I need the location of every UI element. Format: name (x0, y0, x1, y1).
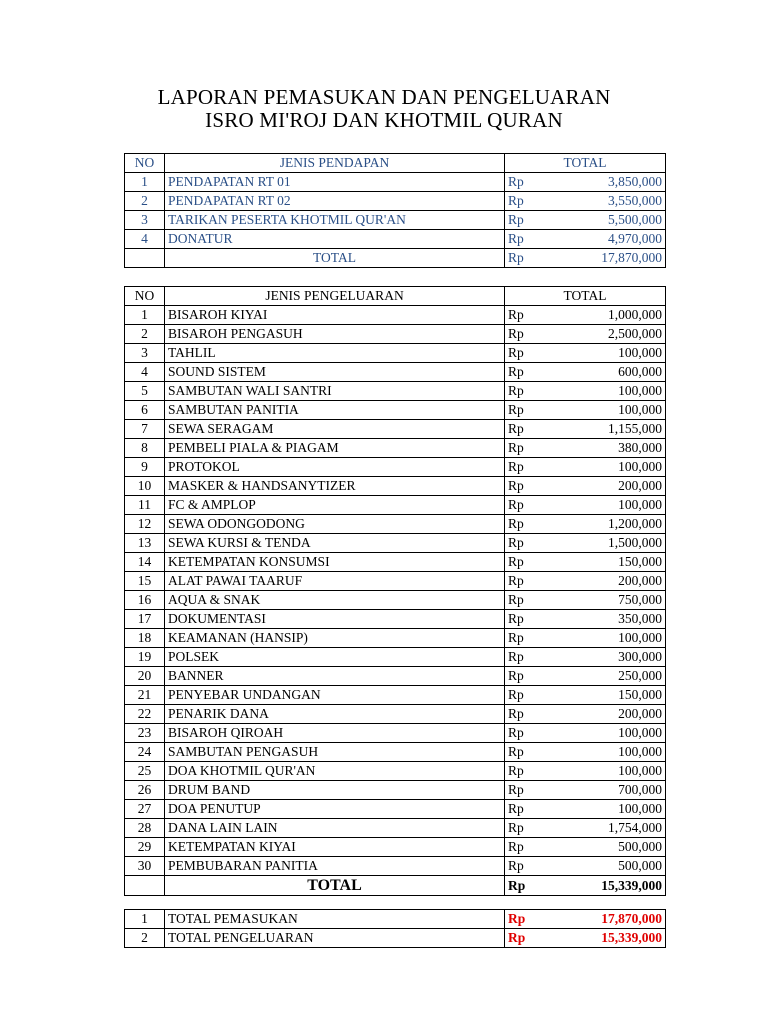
row-amount: 380,000 (550, 439, 666, 458)
row-currency: Rp (505, 705, 550, 724)
row-amount: 500,000 (550, 838, 666, 857)
row-number: 14 (125, 553, 165, 572)
row-currency: Rp (505, 173, 550, 192)
row-name: PROTOKOL (165, 458, 505, 477)
row-number: 1 (125, 306, 165, 325)
row-name: DANA LAIN LAIN (165, 819, 505, 838)
row-name: POLSEK (165, 648, 505, 667)
row-currency: Rp (505, 667, 550, 686)
row-amount: 150,000 (550, 686, 666, 705)
expense-row (125, 458, 666, 477)
row-currency: Rp (505, 629, 550, 648)
expense-row (125, 648, 666, 667)
row-amount: 350,000 (550, 610, 666, 629)
row-name: PENARIK DANA (165, 705, 505, 724)
row-amount: 15,339,000 (550, 929, 666, 948)
expense-row (125, 686, 666, 705)
row-amount: 200,000 (550, 477, 666, 496)
row-currency: Rp (505, 458, 550, 477)
row-amount: 750,000 (550, 591, 666, 610)
row-currency: Rp (505, 211, 550, 230)
expense-row (125, 572, 666, 591)
row-currency: Rp (505, 534, 550, 553)
row-currency: Rp (505, 591, 550, 610)
row-amount: 1,200,000 (550, 515, 666, 534)
row-number: 19 (125, 648, 165, 667)
expense-row (125, 819, 666, 838)
income-row (125, 173, 666, 192)
row-amount: 100,000 (550, 458, 666, 477)
row-currency: Rp (505, 781, 550, 800)
expense-row (125, 515, 666, 534)
row-name: TAHLIL (165, 344, 505, 363)
row-number: 26 (125, 781, 165, 800)
expense-row (125, 667, 666, 686)
expense-header-row (125, 287, 666, 306)
row-currency: Rp (505, 648, 550, 667)
row-currency: Rp (505, 838, 550, 857)
row-amount: 500,000 (550, 857, 666, 876)
expense-row (125, 439, 666, 458)
row-amount: 100,000 (550, 496, 666, 515)
row-number: 20 (125, 667, 165, 686)
header-total: TOTAL (505, 287, 666, 306)
summary-row (125, 910, 666, 929)
row-amount: 700,000 (550, 781, 666, 800)
row-amount: 3,550,000 (550, 192, 666, 211)
row-number: 24 (125, 743, 165, 762)
row-name: SEWA KURSI & TENDA (165, 534, 505, 553)
header-total: TOTAL (505, 154, 666, 173)
row-amount: 3,850,000 (550, 173, 666, 192)
row-number: 7 (125, 420, 165, 439)
row-number: 6 (125, 401, 165, 420)
row-amount: 1,500,000 (550, 534, 666, 553)
total-label: TOTAL (165, 876, 505, 896)
row-number: 2 (125, 192, 165, 211)
row-amount: 200,000 (550, 705, 666, 724)
total-empty-cell (125, 876, 165, 896)
expense-row (125, 534, 666, 553)
row-name: BISAROH QIROAH (165, 724, 505, 743)
row-number: 8 (125, 439, 165, 458)
row-number: 1 (125, 910, 165, 929)
row-amount: 100,000 (550, 629, 666, 648)
row-currency: Rp (505, 439, 550, 458)
income-header-row (125, 154, 666, 173)
expense-row (125, 325, 666, 344)
row-currency: Rp (505, 192, 550, 211)
row-currency: Rp (505, 382, 550, 401)
total-currency: Rp (505, 876, 550, 896)
total-amount: 15,339,000 (550, 876, 666, 896)
row-number: 25 (125, 762, 165, 781)
row-amount: 100,000 (550, 401, 666, 420)
row-number: 15 (125, 572, 165, 591)
row-currency: Rp (505, 553, 550, 572)
row-number: 13 (125, 534, 165, 553)
row-name: BISAROH KIYAI (165, 306, 505, 325)
row-number: 3 (125, 211, 165, 230)
total-empty-cell (125, 249, 165, 268)
row-amount: 2,500,000 (550, 325, 666, 344)
row-name: SAMBUTAN WALI SANTRI (165, 382, 505, 401)
row-name: ALAT PAWAI TAARUF (165, 572, 505, 591)
expense-row (125, 800, 666, 819)
row-currency: Rp (505, 363, 550, 382)
row-number: 11 (125, 496, 165, 515)
row-name: DOKUMENTASI (165, 610, 505, 629)
row-number: 10 (125, 477, 165, 496)
row-amount: 250,000 (550, 667, 666, 686)
row-number: 1 (125, 173, 165, 192)
row-name: AQUA & SNAK (165, 591, 505, 610)
row-name: SEWA SERAGAM (165, 420, 505, 439)
income-total-row (125, 249, 666, 268)
row-currency: Rp (505, 610, 550, 629)
row-name: FC & AMPLOP (165, 496, 505, 515)
expense-row (125, 838, 666, 857)
expense-row (125, 781, 666, 800)
row-currency: Rp (505, 477, 550, 496)
expense-row (125, 306, 666, 325)
header-no: NO (125, 154, 165, 173)
expense-row (125, 420, 666, 439)
expense-row (125, 591, 666, 610)
expense-row (125, 743, 666, 762)
row-number: 12 (125, 515, 165, 534)
row-currency: Rp (505, 230, 550, 249)
row-currency: Rp (505, 572, 550, 591)
row-currency: Rp (505, 401, 550, 420)
expense-table (124, 286, 666, 896)
row-currency: Rp (505, 306, 550, 325)
row-currency: Rp (505, 929, 550, 948)
row-name: SEWA ODONGODONG (165, 515, 505, 534)
row-amount: 100,000 (550, 800, 666, 819)
row-amount: 100,000 (550, 344, 666, 363)
row-number: 4 (125, 363, 165, 382)
expense-row (125, 724, 666, 743)
header-no: NO (125, 287, 165, 306)
summary-table (124, 909, 666, 948)
row-currency: Rp (505, 724, 550, 743)
row-name: SOUND SISTEM (165, 363, 505, 382)
row-number: 23 (125, 724, 165, 743)
row-number: 2 (125, 929, 165, 948)
expense-row (125, 401, 666, 420)
income-row (125, 192, 666, 211)
expense-row (125, 477, 666, 496)
row-number: 30 (125, 857, 165, 876)
row-name: PENDAPATAN RT 01 (165, 173, 505, 192)
expense-row (125, 857, 666, 876)
row-amount: 5,500,000 (550, 211, 666, 230)
row-name: DOA KHOTMIL QUR'AN (165, 762, 505, 781)
row-currency: Rp (505, 743, 550, 762)
row-amount: 17,870,000 (550, 910, 666, 929)
row-currency: Rp (505, 857, 550, 876)
expense-row (125, 762, 666, 781)
row-number: 18 (125, 629, 165, 648)
row-name: DOA PENUTUP (165, 800, 505, 819)
row-name: SAMBUTAN PENGASUH (165, 743, 505, 762)
header-jenis: JENIS PENDAPAN (165, 154, 505, 173)
header-jenis: JENIS PENGELUARAN (165, 287, 505, 306)
row-name: BISAROH PENGASUH (165, 325, 505, 344)
report-title-line-1: LAPORAN PEMASUKAN DAN PENGELUARAN (157, 85, 611, 109)
row-number: 22 (125, 705, 165, 724)
row-number: 4 (125, 230, 165, 249)
row-amount: 200,000 (550, 572, 666, 591)
row-number: 29 (125, 838, 165, 857)
row-amount: 100,000 (550, 724, 666, 743)
row-number: 16 (125, 591, 165, 610)
expense-row (125, 496, 666, 515)
expense-row (125, 705, 666, 724)
expense-row (125, 382, 666, 401)
expense-row (125, 363, 666, 382)
expense-total-row (125, 876, 666, 896)
row-currency: Rp (505, 420, 550, 439)
row-amount: 1,754,000 (550, 819, 666, 838)
total-currency: Rp (505, 249, 550, 268)
row-currency: Rp (505, 686, 550, 705)
expense-row (125, 553, 666, 572)
row-name: PEMBUBARAN PANITIA (165, 857, 505, 876)
row-amount: 100,000 (550, 743, 666, 762)
row-name: PENDAPATAN RT 02 (165, 192, 505, 211)
row-number: 21 (125, 686, 165, 705)
row-amount: 150,000 (550, 553, 666, 572)
row-currency: Rp (505, 800, 550, 819)
row-number: 5 (125, 382, 165, 401)
row-name: TOTAL PEMASUKAN (165, 910, 505, 929)
row-name: DONATUR (165, 230, 505, 249)
total-amount: 17,870,000 (550, 249, 666, 268)
row-currency: Rp (505, 496, 550, 515)
row-currency: Rp (505, 515, 550, 534)
row-currency: Rp (505, 910, 550, 929)
row-name: SAMBUTAN PANITIA (165, 401, 505, 420)
expense-row (125, 344, 666, 363)
row-name: TOTAL PENGELUARAN (165, 929, 505, 948)
report-title-line-2: ISRO MI'ROJ DAN KHOTMIL QURAN (205, 108, 563, 132)
row-number: 28 (125, 819, 165, 838)
row-name: TARIKAN PESERTA KHOTMIL QUR'AN (165, 211, 505, 230)
row-currency: Rp (505, 325, 550, 344)
row-amount: 4,970,000 (550, 230, 666, 249)
row-amount: 600,000 (550, 363, 666, 382)
income-row (125, 211, 666, 230)
row-currency: Rp (505, 344, 550, 363)
row-name: MASKER & HANDSANYTIZER (165, 477, 505, 496)
row-amount: 300,000 (550, 648, 666, 667)
summary-row (125, 929, 666, 948)
row-name: KETEMPATAN KIYAI (165, 838, 505, 857)
row-amount: 100,000 (550, 762, 666, 781)
row-amount: 100,000 (550, 382, 666, 401)
row-number: 17 (125, 610, 165, 629)
expense-row (125, 629, 666, 648)
row-currency: Rp (505, 819, 550, 838)
row-name: PENYEBAR UNDANGAN (165, 686, 505, 705)
total-label: TOTAL (165, 249, 505, 268)
row-number: 2 (125, 325, 165, 344)
row-number: 3 (125, 344, 165, 363)
row-name: BANNER (165, 667, 505, 686)
income-row (125, 230, 666, 249)
row-number: 27 (125, 800, 165, 819)
row-name: KEAMANAN (HANSIP) (165, 629, 505, 648)
row-name: PEMBELI PIALA & PIAGAM (165, 439, 505, 458)
report-title (0, 86, 768, 132)
row-name: KETEMPATAN KONSUMSI (165, 553, 505, 572)
expense-row (125, 610, 666, 629)
income-table (124, 153, 666, 268)
row-name: DRUM BAND (165, 781, 505, 800)
row-number: 9 (125, 458, 165, 477)
row-amount: 1,155,000 (550, 420, 666, 439)
row-amount: 1,000,000 (550, 306, 666, 325)
row-currency: Rp (505, 762, 550, 781)
